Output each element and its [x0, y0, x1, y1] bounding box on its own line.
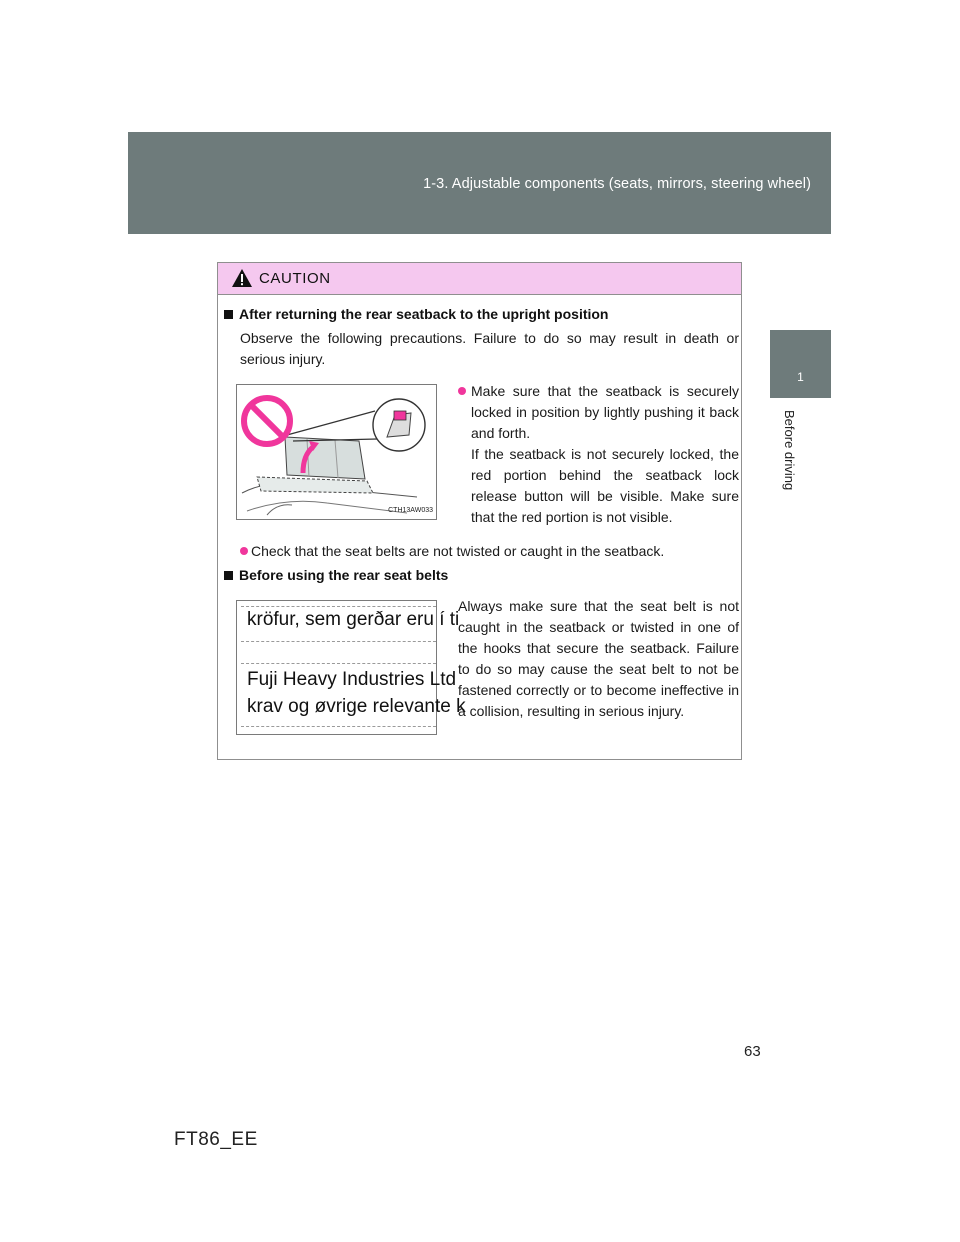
- caution-box: [217, 262, 742, 760]
- square-bullet-icon: [224, 571, 233, 580]
- dashed-line: [241, 641, 436, 642]
- bullet1-text: Make sure that the seatback is securely locked in position by lightly pushing it back and forth.: [471, 383, 739, 441]
- chapter-label: Before driving: [782, 410, 797, 491]
- section2-heading: Before using the rear seat belts: [239, 567, 449, 583]
- figure-code: CTH13AW033: [388, 507, 433, 514]
- square-bullet-icon: [224, 310, 233, 319]
- seatback-illustration: [236, 384, 437, 520]
- figure-text-line-3: krav og øvrige relevante k: [247, 696, 466, 717]
- page-number: 63: [744, 1043, 761, 1060]
- caution-header: [218, 263, 741, 295]
- bullet-dot-icon: [458, 387, 466, 395]
- section2-text: Always make sure that the seat belt is not caught in the seatback or twisted in one of the hooks that secure the seatback. Failure to do so may cause the seat belt to not be fastened correctly or to become ineffective in a collision, resulting in serious injury.: [458, 598, 739, 719]
- seat-label-figure: [236, 600, 466, 735]
- dashed-line: [241, 663, 436, 664]
- warning-triangle-icon: [231, 268, 253, 288]
- bullet2-text: Check that the seat belts are not twisted or caught in the seatback.: [251, 543, 665, 559]
- chapter-label-wrap: [782, 410, 806, 510]
- section1-heading-row: [224, 306, 608, 322]
- figure-text-line-1: kröfur, sem gerðar eru í ti: [247, 609, 460, 630]
- section1-heading: After returning the rear seatback to the upright position: [239, 306, 609, 322]
- figure-text-line-2: Fuji Heavy Industries Ltd: [247, 669, 457, 690]
- dashed-line: [241, 726, 436, 727]
- seatback-drawing: [237, 385, 436, 519]
- section-title: 1-3. Adjustable components (seats, mirrors, steering wheel): [423, 176, 811, 192]
- bullet1-note: If the seatback is not securely locked, the red portion behind the seatback lock release button will be visible. Make sure that the red portion is not visible.: [471, 446, 739, 525]
- document-code: FT86_EE: [174, 1129, 258, 1150]
- header-band: [128, 132, 831, 234]
- chapter-number: 1: [797, 370, 804, 384]
- chapter-tab: [770, 330, 831, 398]
- section2-heading-row: [224, 567, 448, 583]
- section1-intro: Observe the following precautions. Failure to do so may result in death or serious injury.: [240, 330, 739, 367]
- dashed-line: [241, 606, 436, 607]
- caution-title: CAUTION: [259, 270, 331, 287]
- bullet-dot-icon: [240, 547, 248, 555]
